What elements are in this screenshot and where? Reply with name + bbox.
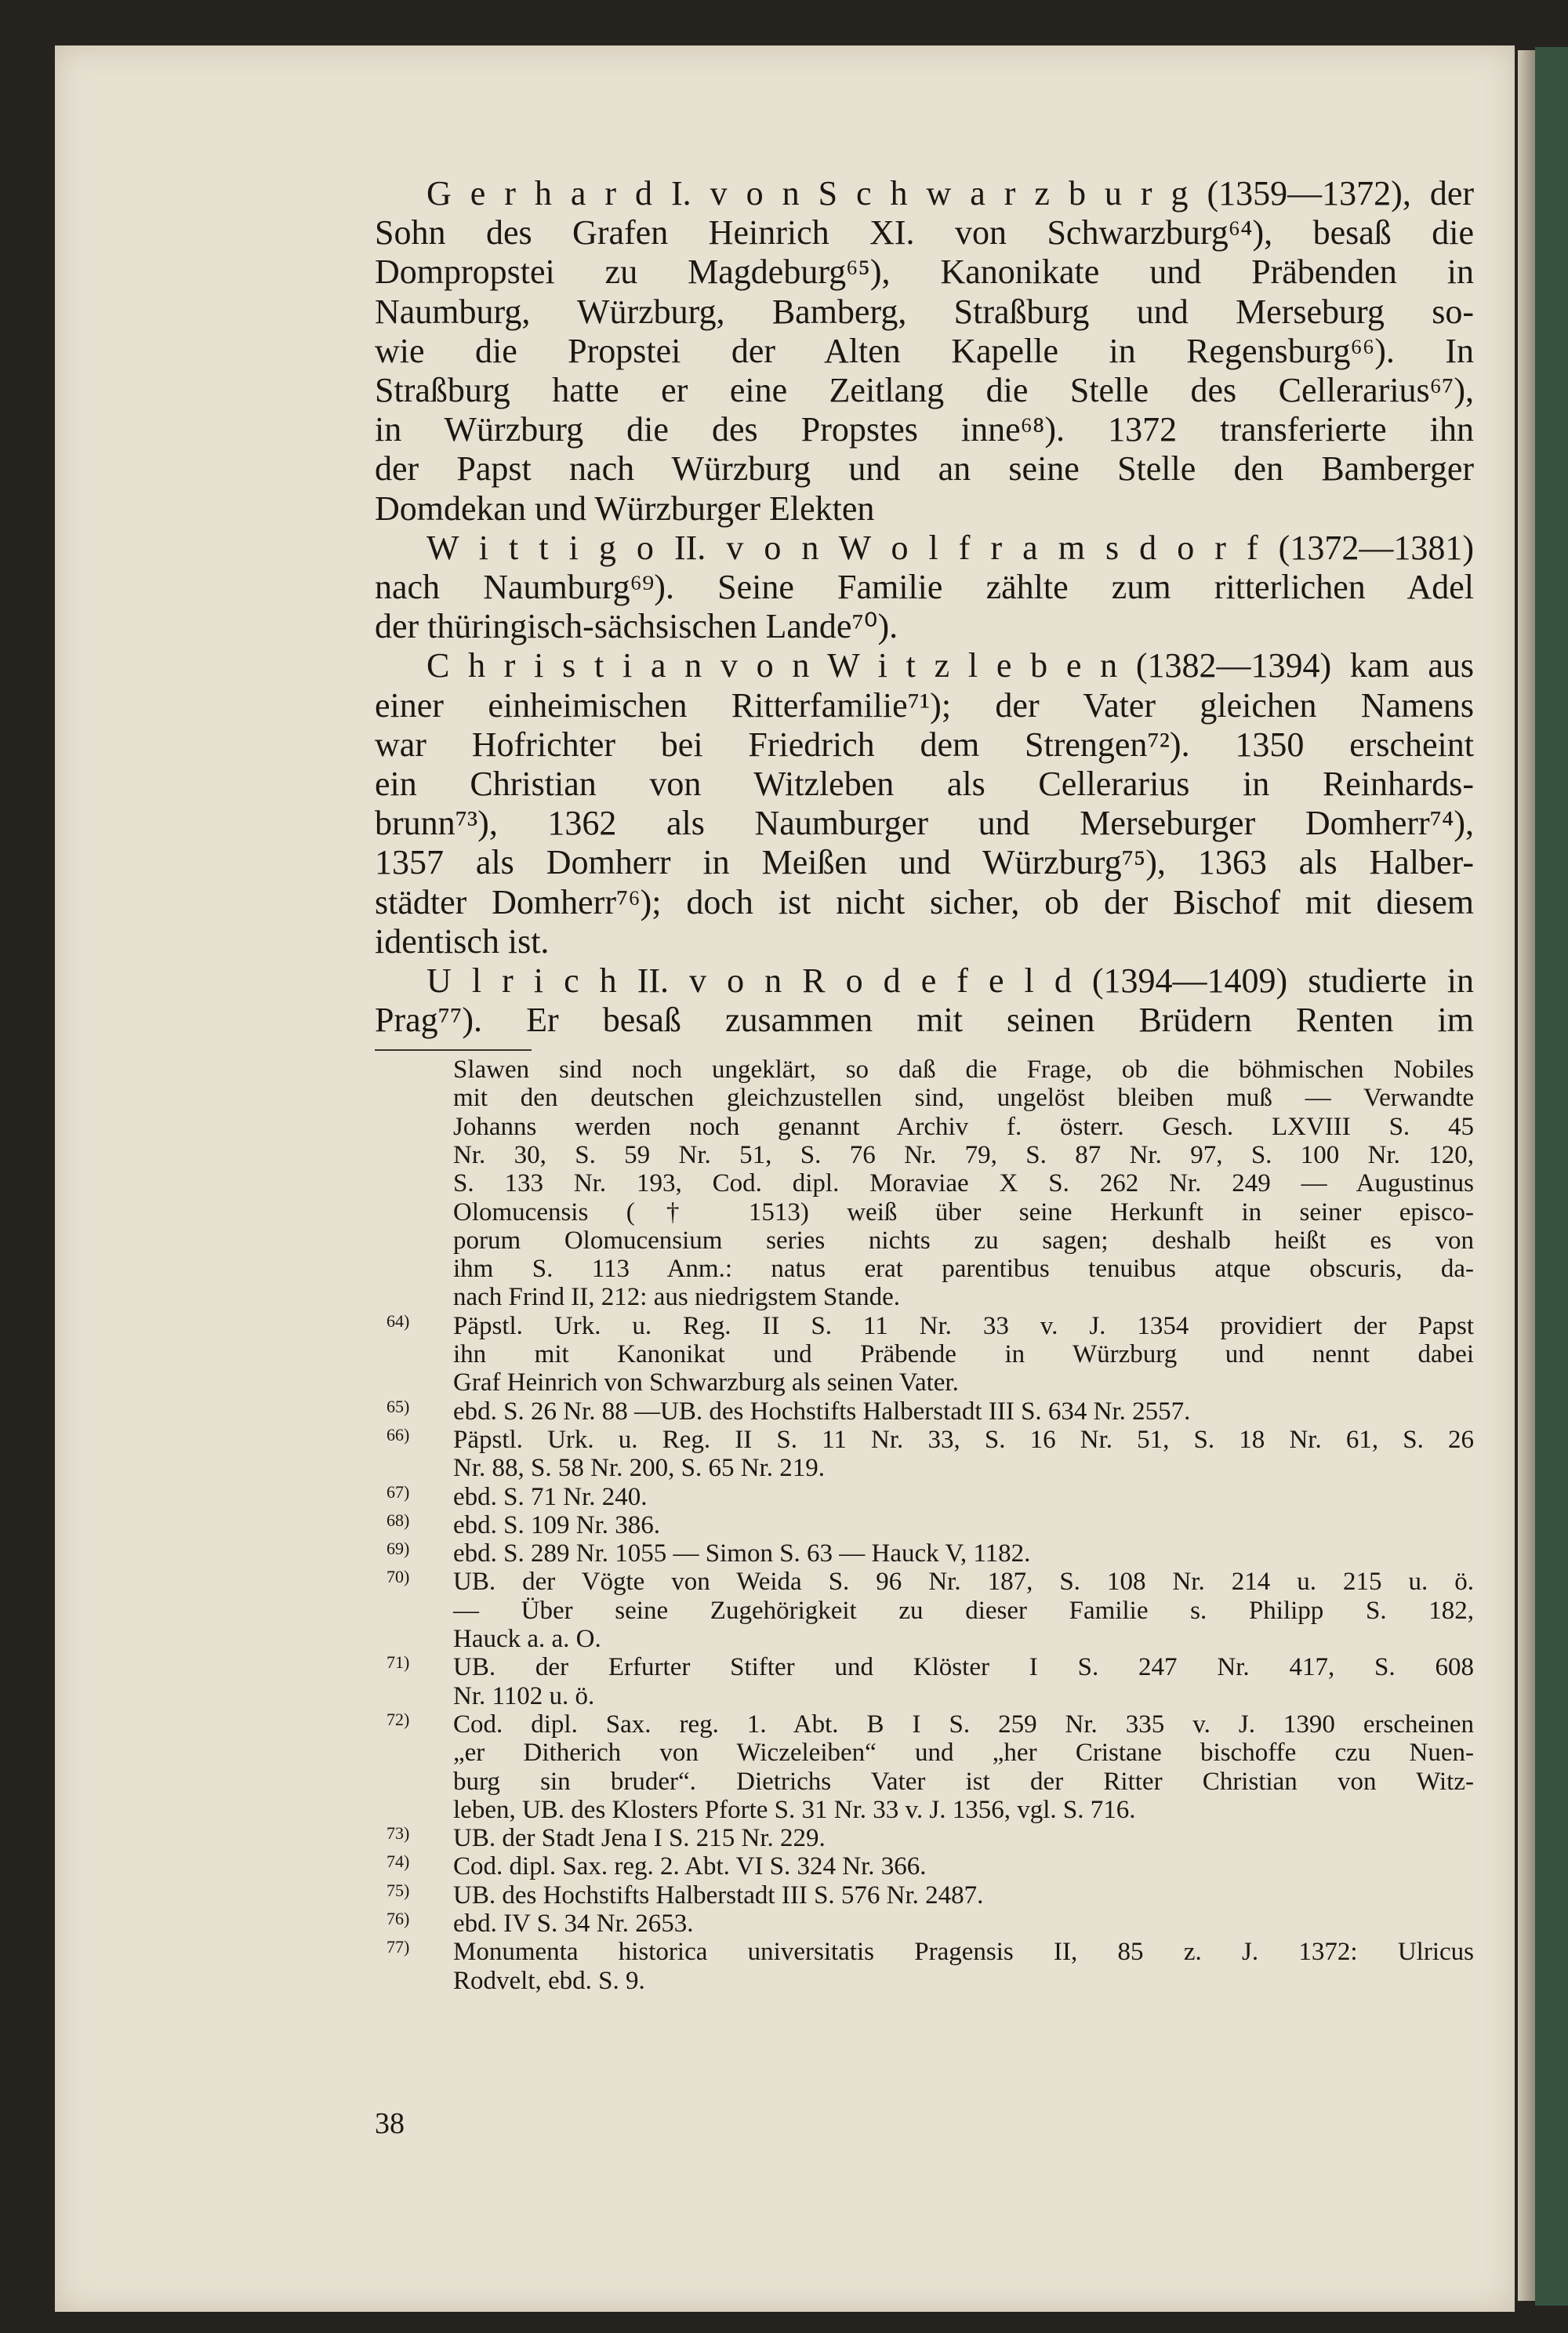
footnote-line: Nr. 1102 u. ö. — [453, 1681, 595, 1710]
body-line: wie die Propstei der Alten Kapelle in Regensburg⁶⁶). In — [375, 331, 1474, 370]
page-edge — [1518, 50, 1537, 2301]
body-line: der thüringisch-sächsischen Lande⁷⁰). — [375, 607, 898, 646]
body-line: Prag⁷⁷). Er besaß zusammen mit seinen Brüdern Renten im — [375, 1001, 1474, 1040]
body-line: W i t t i g o II. v o n W o l f r a m s d o r f (1372—1381) — [426, 528, 1474, 567]
body-line: nach Naumburg⁶⁹). Seine Familie zählte zum ritterlichen Adel — [375, 568, 1474, 606]
body-line: Domdekan und Würzburger Elekten — [375, 489, 875, 528]
footnote-line: ebd. S. 289 Nr. 1055 — Simon S. 63 — Hauck V, 1182. — [453, 1539, 1031, 1568]
footnote-number: 76) — [387, 1909, 410, 1928]
footnote-line: burg sin bruder“. Dietrichs Vater ist der Ritter Christian von Witz- — [453, 1767, 1474, 1796]
footnote-line: Johanns werden noch genannt Archiv f. österr. Gesch. LXVIII S. 45 — [453, 1112, 1474, 1141]
footnote-line: UB. der Stadt Jena I S. 215 Nr. 229. — [453, 1824, 826, 1853]
body-line: war Hofrichter bei Friedrich dem Strengen⁷²). 1350 erscheint — [375, 725, 1474, 764]
footnote-number: 64) — [387, 1310, 410, 1331]
footnote-line: Rodvelt, ebd. S. 9. — [453, 1966, 645, 1995]
footnote-number: 68) — [387, 1510, 410, 1530]
footnote-number: 77) — [387, 1937, 410, 1957]
footnote-line: Slawen sind noch ungeklärt, so daß die Frage, ob die böhmischen Nobiles — [453, 1056, 1474, 1084]
footnote-number: 70) — [387, 1567, 410, 1587]
body-line: Dompropstei zu Magdeburg⁶⁵), Kanonikate und Präbenden in — [375, 253, 1474, 292]
footnote-line: UB. der Erfurter Stifter und Klöster I S. 247 Nr. 417, S. 608 — [453, 1653, 1474, 1682]
body-line: der Papst nach Würzburg und an seine Stelle den Bamberger — [375, 449, 1474, 489]
footnote-number: 65) — [387, 1396, 410, 1416]
footnote-line: Cod. dipl. Sax. reg. 1. Abt. B I S. 259 Nr. 335 v. J. 1390 erscheinen — [453, 1710, 1474, 1739]
footnote-line: Nr. 30, S. 59 Nr. 51, S. 76 Nr. 79, S. 87 Nr. 97, S. 100 Nr. 120, — [453, 1140, 1474, 1169]
body-line: Straßburg hatte er eine Zeitlang die Stelle des Cellerarius⁶⁷), — [375, 371, 1474, 409]
footnote-line: Nr. 88, S. 58 Nr. 200, S. 65 Nr. 219. — [453, 1454, 825, 1483]
footnote-number: 72) — [387, 1709, 410, 1729]
body-line: einer einheimischen Ritterfamilie⁷¹); der Vater gleichen Namens — [375, 685, 1474, 725]
footnote-line: Hauck a. a. O. — [453, 1625, 601, 1653]
footnote-line: „er Ditherich von Wiczeleiben“ und „her Cristane bischoffe czu Nuen- — [453, 1739, 1474, 1768]
footnote-line: — Über seine Zugehörigkeit zu dieser Familie s. Philipp S. 182, — [453, 1596, 1474, 1625]
footnote-line: ihm S. 113 Anm.: natus erat parentibus tenuibus atque obscuris, da- — [453, 1255, 1474, 1284]
footnote-line: leben, UB. des Klosters Pforte S. 31 Nr. 33 v. J. 1356, vgl. S. 716. — [453, 1795, 1136, 1824]
footnote-line: ebd. S. 109 Nr. 386. — [453, 1510, 660, 1539]
footnote-line: mit den deutschen gleichzustellen sind, ungelöst bleiben muß — Verwandte — [453, 1084, 1474, 1113]
body-line: ein Christian von Witzleben als Cellerarius in Reinhards- — [375, 765, 1474, 803]
body-line: städter Domherr⁷⁶); doch ist nicht sicher, ob der Bischof mit diesem — [375, 882, 1474, 921]
footnote-number: 66) — [387, 1424, 410, 1444]
footnote-line: ebd. IV S. 34 Nr. 2653. — [453, 1910, 694, 1938]
footnote-line: UB. des Hochstifts Halberstadt III S. 576 Nr. 2487. — [453, 1881, 984, 1910]
footnote-number: 75) — [387, 1880, 410, 1900]
footnote-separator — [375, 1049, 532, 1051]
body-line: brunn⁷³), 1362 als Naumburger und Merseburger Domherr⁷⁴), — [375, 804, 1474, 843]
green-bookmark-tab — [1535, 47, 1568, 2306]
footnote-line: porum Olomucensium series nichts zu sagen; deshalb heißt es von — [453, 1226, 1474, 1255]
footnote-line: ebd. S. 71 Nr. 240. — [453, 1482, 648, 1511]
footnote-line: nach Frind II, 212: aus niedrigstem Stande. — [453, 1283, 901, 1312]
footnote-line: Olomucensis († 1513) weiß über seine Herkunft in seiner episco- — [453, 1197, 1474, 1226]
body-line: Sohn des Grafen Heinrich XI. von Schwarzburg⁶⁴), besaß die — [375, 213, 1474, 253]
body-line: identisch ist. — [375, 921, 550, 961]
body-line: 1357 als Domherr in Meißen und Würzburg⁷⁵), 1363 als Halber- — [375, 843, 1474, 882]
footnote-line: Graf Heinrich von Schwarzburg als seinen Vater. — [453, 1368, 959, 1397]
footnote-number: 67) — [387, 1481, 410, 1502]
body-line: Naumburg, Würzburg, Bamberg, Straßburg und Merseburg so- — [375, 292, 1474, 331]
body-line: G e r h a r d I. v o n S c h w a r z b u r g (1359—1372), der — [426, 174, 1474, 213]
footnote-line: Päpstl. Urk. u. Reg. II S. 11 Nr. 33 v. J. 1354 providiert der Papst — [453, 1311, 1474, 1340]
footnote-line: Monumenta historica universitatis Pragensis II, 85 z. J. 1372: Ulricus — [453, 1938, 1474, 1967]
footnote-line: Päpstl. Urk. u. Reg. II S. 11 Nr. 33, S. 16 Nr. 51, S. 18 Nr. 61, S. 26 — [453, 1425, 1474, 1454]
body-line: U l r i c h II. v o n R o d e f e l d (1394—1409) studierte in — [426, 961, 1474, 1000]
footnote-number: 73) — [387, 1823, 410, 1844]
footnote-line: S. 133 Nr. 193, Cod. dipl. Moraviae X S. 262 Nr. 249 — Augustinus — [453, 1169, 1474, 1198]
body-line: in Würzburg die des Propstes inne⁶⁸). 1372 transferierte ihn — [375, 410, 1474, 449]
page-number: 38 — [375, 2107, 405, 2140]
footnote-line: UB. der Vögte von Weida S. 96 Nr. 187, S. 108 Nr. 214 u. 215 u. ö. — [453, 1568, 1474, 1597]
footnote-line: ebd. S. 26 Nr. 88 —UB. des Hochstifts Halberstadt III S. 634 Nr. 2557. — [453, 1397, 1191, 1426]
footnote-line: ihn mit Kanonikat und Präbende in Würzburg und nennt dabei — [453, 1340, 1474, 1368]
footnote-number: 74) — [387, 1852, 410, 1872]
footnote-number: 71) — [387, 1652, 410, 1673]
footnote-number: 69) — [387, 1539, 410, 1559]
body-line: C h r i s t i a n v o n W i t z l e b e n (1382—1394) kam aus — [426, 646, 1474, 685]
footnote-line: Cod. dipl. Sax. reg. 2. Abt. VI S. 324 Nr. 366. — [453, 1852, 927, 1881]
